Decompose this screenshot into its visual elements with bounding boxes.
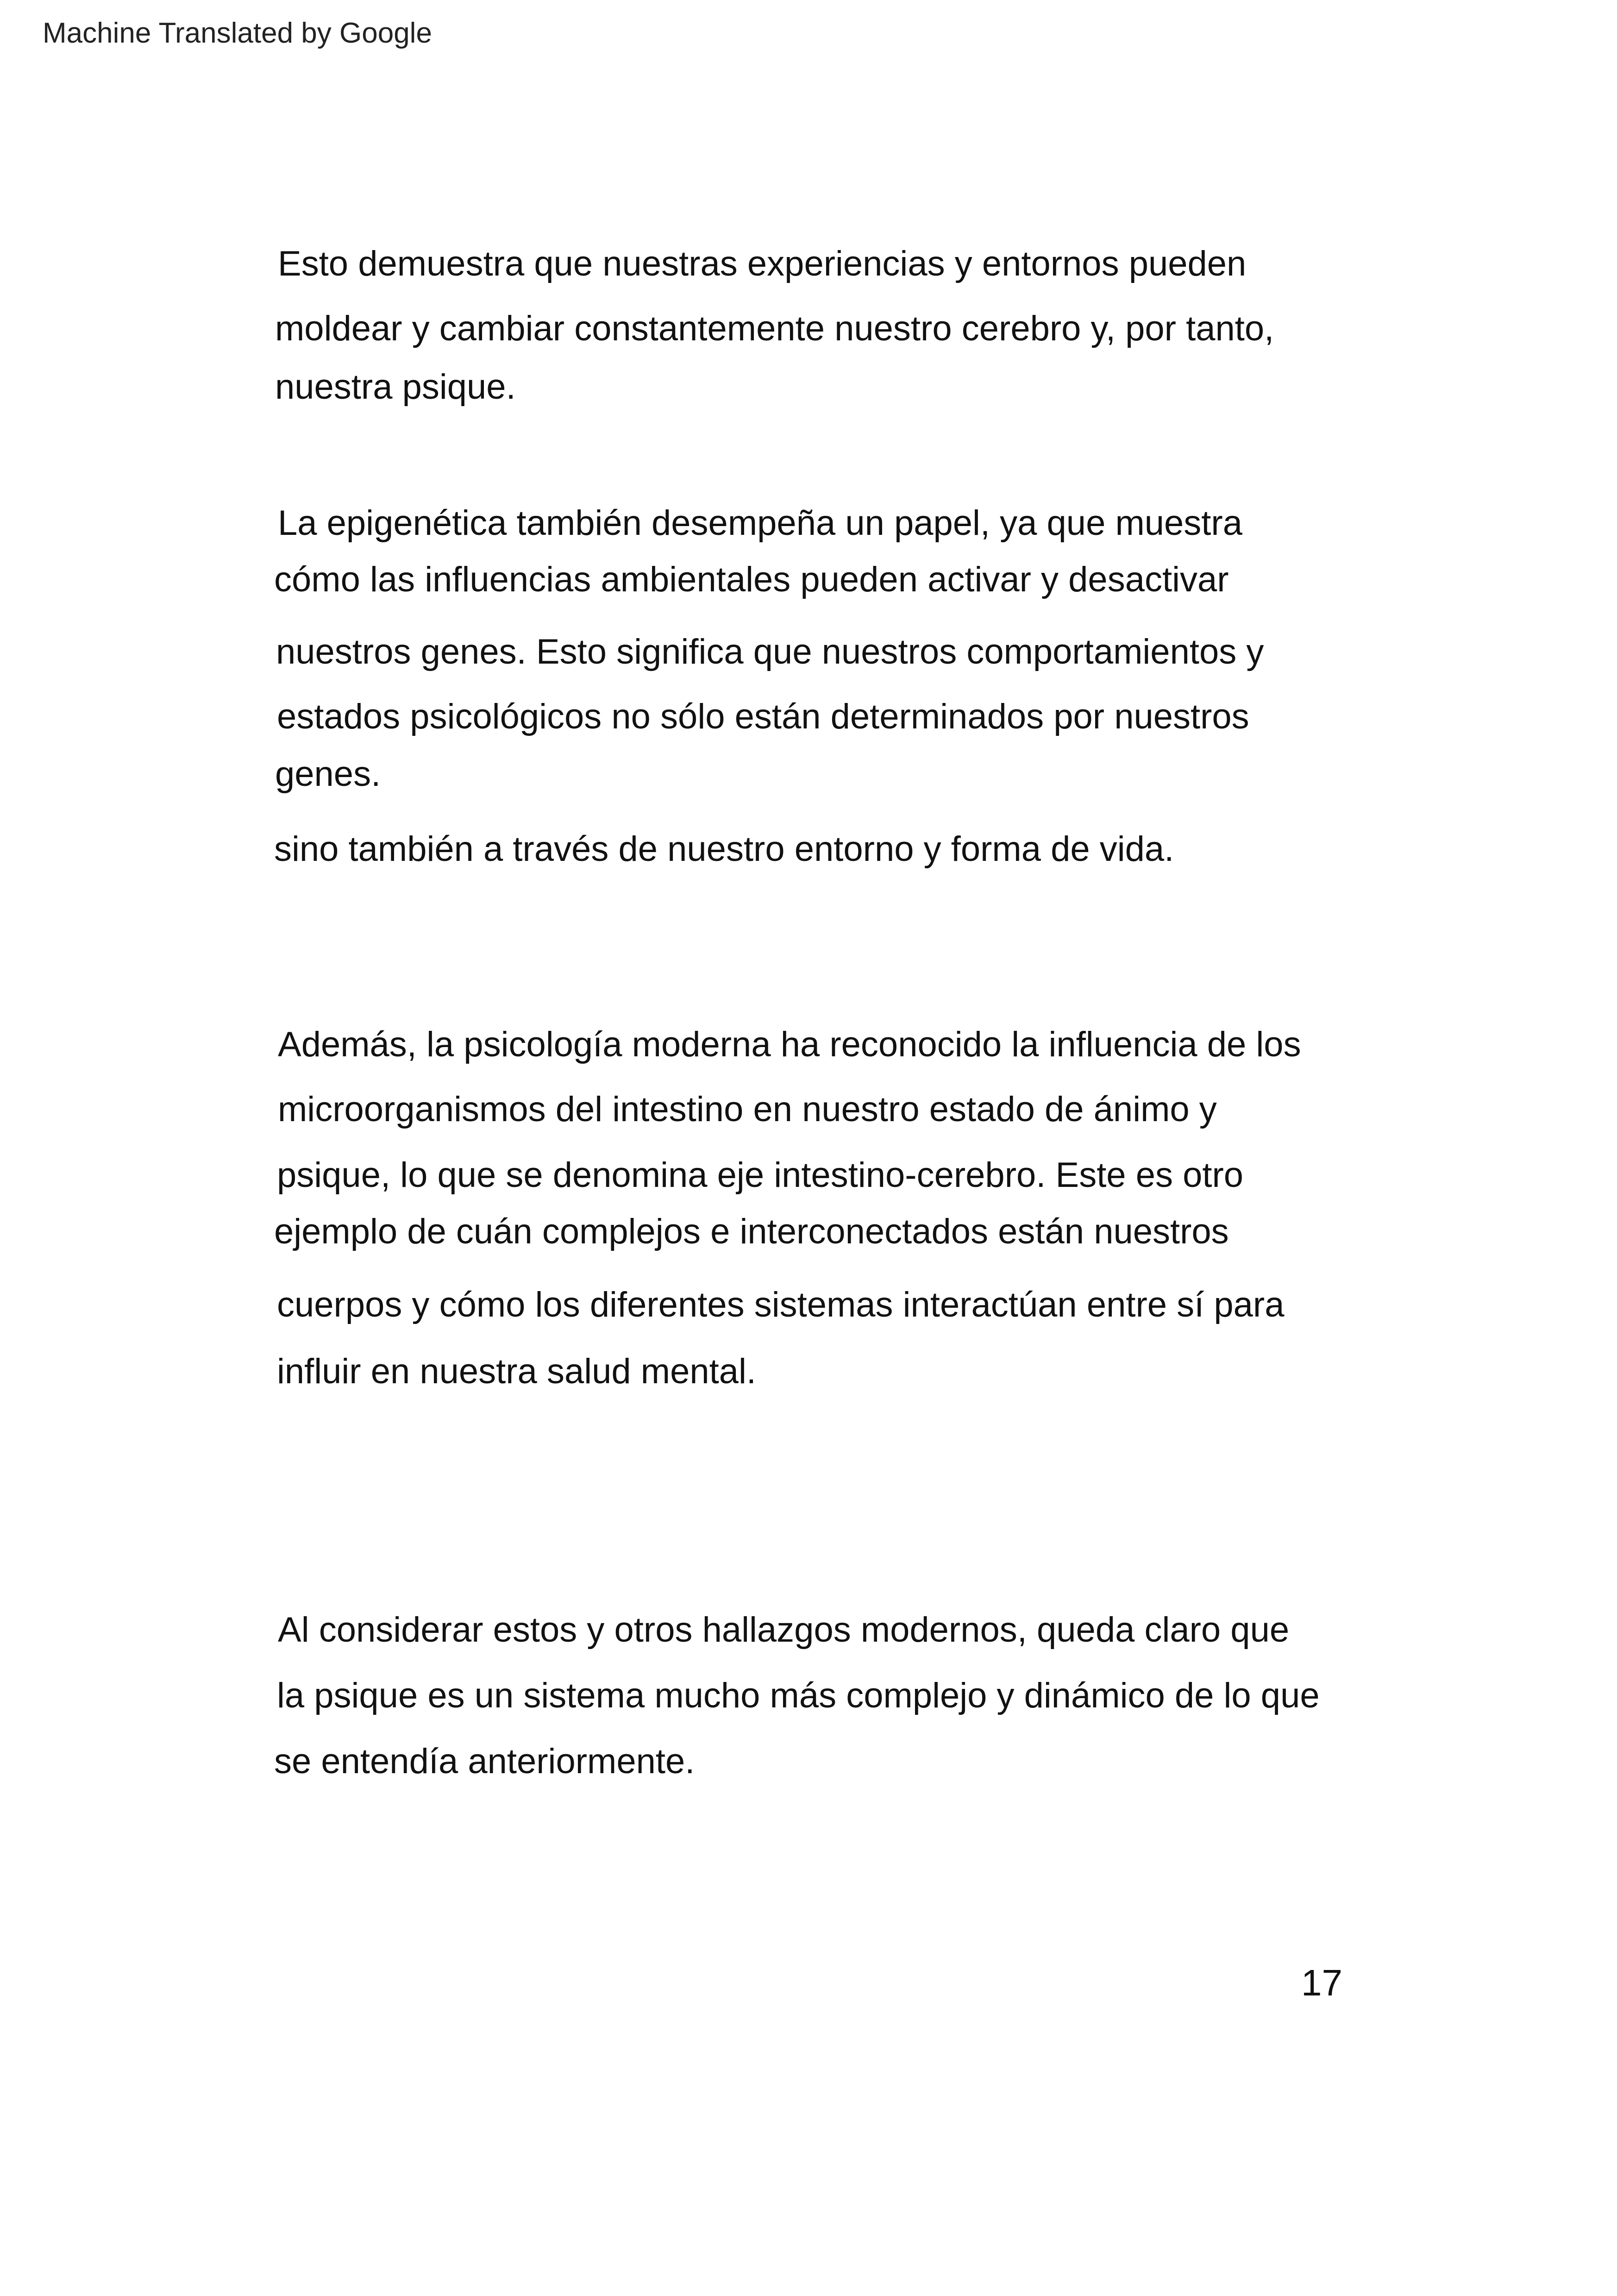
paragraph-line: influir en nuestra salud mental. [277,1352,757,1391]
paragraph-line: microorganismos del intestino en nuestro estado de ánimo y [278,1090,1217,1129]
paragraph-line: nuestros genes. Esto significa que nuestros comportamientos y [276,632,1264,671]
paragraph-line: ejemplo de cuán complejos e interconectados están nuestros [274,1212,1229,1251]
paragraph-line: moldear y cambiar constantemente nuestro cerebro y, por tanto, [275,309,1274,348]
paragraph-line: la psique es un sistema mucho más complejo y dinámico de lo que [277,1676,1320,1715]
paragraph-line: sino también a través de nuestro entorno y forma de vida. [274,829,1174,869]
paragraph-line: se entendía anteriormente. [274,1742,695,1781]
paragraph-line: nuestra psique. [275,367,516,407]
paragraph-line: Al considerar estos y otros hallazgos modernos, queda claro que [278,1610,1290,1650]
paragraph-line: cómo las influencias ambientales pueden activar y desactivar [274,560,1229,599]
paragraph-line: genes. [275,754,381,794]
paragraph-line: Además, la psicología moderna ha reconocido la influencia de los [278,1025,1301,1064]
page-number: 17 [1301,1962,1342,2003]
paragraph-line: psique, lo que se denomina eje intestino-cerebro. Este es otro [277,1155,1244,1195]
paragraph-line: estados psicológicos no sólo están determinados por nuestros [277,697,1249,736]
paragraph-line: cuerpos y cómo los diferentes sistemas interactúan entre sí para [277,1285,1285,1324]
paragraph-line: Esto demuestra que nuestras experiencias y entornos pueden [278,244,1247,283]
machine-translation-banner: Machine Translated by Google [43,17,432,49]
paragraph-line: La epigenética también desempeña un papel, ya que muestra [278,503,1242,543]
